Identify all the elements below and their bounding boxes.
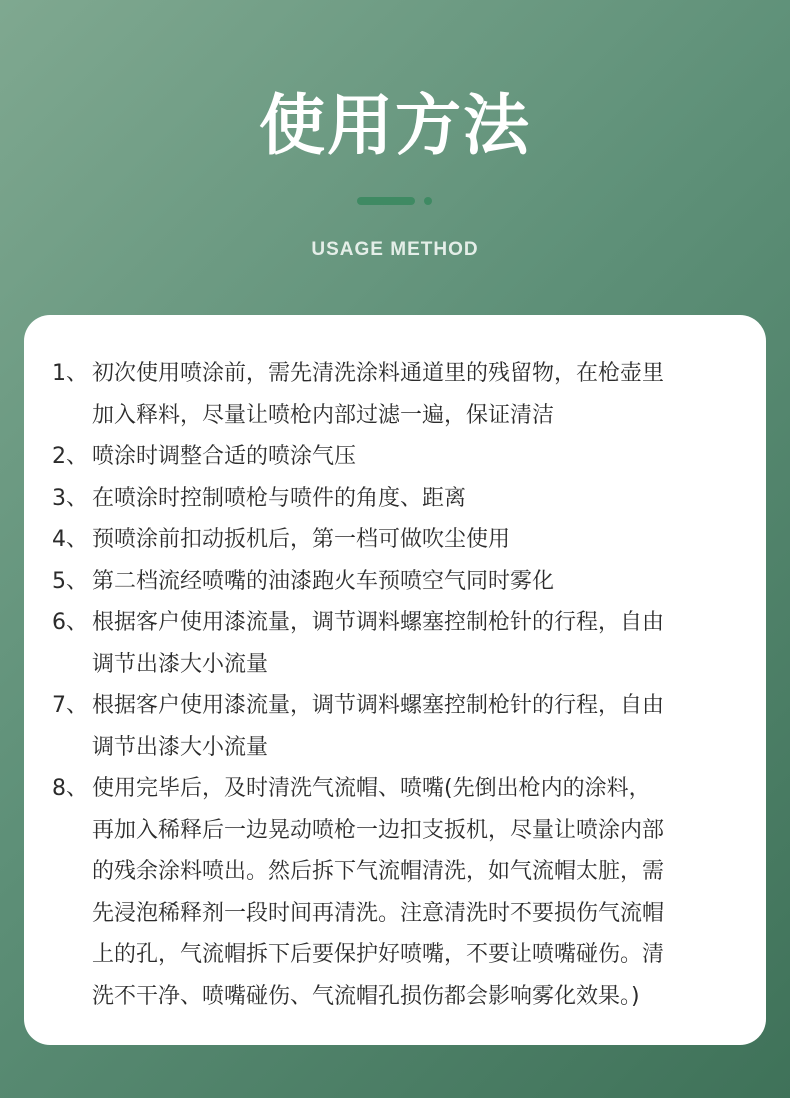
step-item-1 bbox=[52, 353, 742, 436]
step-number: 6、 bbox=[52, 610, 88, 635]
step-line: 使用完毕后，及时清洗气流帽、喷嘴(先倒出枪内的涂料， bbox=[92, 776, 651, 801]
step-item-6 bbox=[52, 602, 742, 685]
step-text bbox=[92, 768, 742, 1017]
title-divider bbox=[357, 197, 437, 205]
divider-bar bbox=[357, 197, 415, 205]
step-line: 调节出漆大小流量 bbox=[92, 651, 269, 677]
page-title: 使用方法 bbox=[259, 87, 531, 164]
step-text bbox=[92, 353, 742, 436]
step-number: 5、 bbox=[52, 568, 88, 594]
step-text bbox=[92, 685, 742, 768]
step-number: 1、 bbox=[52, 361, 88, 386]
step-line: 初次使用喷涂前，需先清洗涂料通道里的残留物，在枪壶里 bbox=[92, 361, 665, 386]
step-line: 洗不干净、喷嘴碰伤、气流帽孔损伤都会影响雾化效果。) bbox=[92, 983, 640, 1009]
step-line: 调节出漆大小流量 bbox=[92, 734, 269, 760]
step-line: 根据客户使用漆流量，调节调料螺塞控制枪针的行程，自由 bbox=[92, 610, 665, 635]
step-item-8 bbox=[52, 768, 742, 1017]
page-subtitle: USAGE METHOD bbox=[311, 239, 479, 260]
step-text bbox=[92, 436, 742, 478]
step-number: 8、 bbox=[52, 776, 88, 801]
step-item-3 bbox=[52, 478, 742, 520]
step-line: 的残余涂料喷出。然后拆下气流帽清洗，如气流帽太脏，需 bbox=[92, 859, 665, 884]
step-number: 3、 bbox=[52, 485, 88, 511]
step-line: 加入释料，尽量让喷枪内部过滤一遍，保证清洁 bbox=[92, 402, 555, 428]
divider-dot bbox=[424, 197, 432, 205]
step-item-2 bbox=[52, 436, 742, 478]
step-text bbox=[92, 602, 742, 685]
step-text bbox=[92, 519, 742, 561]
step-line: 先浸泡稀释剂一段时间再清洗。注意清洗时不要损伤气流帽 bbox=[92, 900, 665, 926]
step-line: 喷涂时调整合适的喷涂气压 bbox=[92, 444, 357, 469]
step-item-4 bbox=[52, 519, 742, 561]
instructions-card bbox=[24, 315, 766, 1045]
step-line: 预喷涂前扣动扳机后，第一档可做吹尘使用 bbox=[92, 527, 511, 552]
step-number: 2、 bbox=[52, 444, 88, 469]
step-line: 第二档流经喷嘴的油漆跑火车预喷空气同时雾化 bbox=[92, 568, 555, 594]
step-line: 上的孔，气流帽拆下后要保护好喷嘴，不要让喷嘴碰伤。清 bbox=[92, 942, 665, 967]
step-line: 根据客户使用漆流量，调节调料螺塞控制枪针的行程，自由 bbox=[92, 693, 665, 718]
step-text bbox=[92, 561, 742, 603]
step-item-5 bbox=[52, 561, 742, 603]
step-line: 在喷涂时控制喷枪与喷件的角度、距离 bbox=[92, 485, 467, 511]
step-text bbox=[92, 478, 742, 520]
step-item-7 bbox=[52, 685, 742, 768]
steps-list bbox=[52, 353, 742, 1017]
step-line: 再加入稀释后一边晃动喷枪一边扣支扳机，尽量让喷涂内部 bbox=[92, 817, 665, 843]
step-number: 7、 bbox=[52, 693, 88, 718]
step-number: 4、 bbox=[52, 527, 88, 552]
